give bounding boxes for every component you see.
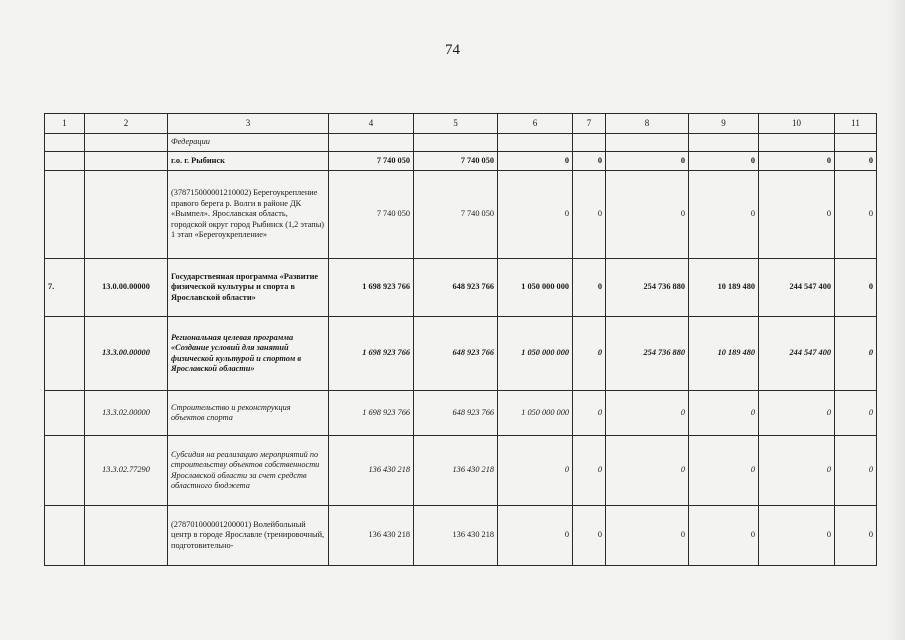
program-code-cell: 13.3.02.77290	[85, 436, 168, 506]
column-6-amount-cell: 0	[498, 171, 573, 259]
column-10-amount-cell: 0	[759, 506, 835, 566]
column-9-amount-cell: 0	[689, 152, 759, 171]
column-8-amount-cell: 0	[606, 436, 689, 506]
total-amount-cell: 7 740 050	[329, 171, 414, 259]
column-header: 8	[606, 114, 689, 134]
column-7-amount-cell: 0	[573, 152, 606, 171]
row-index-cell	[45, 436, 85, 506]
column-header: 9	[689, 114, 759, 134]
column-10-amount-cell: 244 547 400	[759, 317, 835, 391]
column-7-amount-cell: 0	[573, 436, 606, 506]
column-5-amount-cell: 648 923 766	[414, 259, 498, 317]
program-code-cell	[85, 134, 168, 152]
column-7-amount-cell: 0	[573, 171, 606, 259]
column-8-amount-cell: 0	[606, 171, 689, 259]
column-5-amount-cell: 648 923 766	[414, 391, 498, 436]
table-row	[45, 317, 877, 391]
row-index-cell	[45, 506, 85, 566]
column-8-amount-cell: 0	[606, 506, 689, 566]
column-10-amount-cell: 0	[759, 152, 835, 171]
column-9-amount-cell: 0	[689, 436, 759, 506]
column-11-amount-cell: 0	[835, 171, 877, 259]
column-8-amount-cell: 0	[606, 391, 689, 436]
table-row	[45, 134, 877, 152]
program-name-cell: Федерации	[168, 134, 329, 152]
table-row	[45, 506, 877, 566]
column-6-amount-cell: 0	[498, 152, 573, 171]
column-header: 2	[85, 114, 168, 134]
table-row	[45, 436, 877, 506]
column-7-amount-cell: 0	[573, 391, 606, 436]
column-6-amount-cell	[498, 134, 573, 152]
column-9-amount-cell: 0	[689, 391, 759, 436]
column-7-amount-cell	[573, 134, 606, 152]
column-8-amount-cell: 254 736 880	[606, 317, 689, 391]
row-index-cell	[45, 391, 85, 436]
column-9-amount-cell: 0	[689, 171, 759, 259]
budget-table	[44, 113, 877, 566]
column-header: 10	[759, 114, 835, 134]
column-10-amount-cell: 0	[759, 391, 835, 436]
table-row	[45, 171, 877, 259]
table-row	[45, 391, 877, 436]
table-row	[45, 152, 877, 171]
column-11-amount-cell: 0	[835, 317, 877, 391]
column-header: 7	[573, 114, 606, 134]
program-code-cell	[85, 506, 168, 566]
column-6-amount-cell: 1 050 000 000	[498, 259, 573, 317]
table-header-row	[45, 114, 877, 134]
column-header: 5	[414, 114, 498, 134]
total-amount-cell: 1 698 923 766	[329, 391, 414, 436]
column-5-amount-cell: 7 740 050	[414, 152, 498, 171]
row-index-cell	[45, 134, 85, 152]
column-6-amount-cell: 0	[498, 436, 573, 506]
program-code-cell	[85, 171, 168, 259]
row-index-cell	[45, 152, 85, 171]
total-amount-cell: 1 698 923 766	[329, 259, 414, 317]
row-index-cell: 7.	[45, 259, 85, 317]
program-name-cell: Строительство и реконструкция объектов спорта	[168, 391, 329, 436]
column-8-amount-cell	[606, 134, 689, 152]
page-number: 74	[445, 42, 460, 58]
column-9-amount-cell	[689, 134, 759, 152]
total-amount-cell	[329, 134, 414, 152]
column-5-amount-cell: 7 740 050	[414, 171, 498, 259]
column-6-amount-cell: 1 050 000 000	[498, 317, 573, 391]
column-7-amount-cell: 0	[573, 506, 606, 566]
column-10-amount-cell: 0	[759, 436, 835, 506]
program-code-cell: 13.0.00.00000	[85, 259, 168, 317]
column-11-amount-cell: 0	[835, 506, 877, 566]
column-11-amount-cell	[835, 134, 877, 152]
total-amount-cell: 136 430 218	[329, 436, 414, 506]
column-6-amount-cell: 1 050 000 000	[498, 391, 573, 436]
column-11-amount-cell: 0	[835, 259, 877, 317]
program-code-cell: 13.3.00.00000	[85, 317, 168, 391]
column-11-amount-cell: 0	[835, 152, 877, 171]
scan-edge-shadow	[887, 0, 905, 640]
column-header: 11	[835, 114, 877, 134]
column-11-amount-cell: 0	[835, 436, 877, 506]
column-5-amount-cell: 648 923 766	[414, 317, 498, 391]
column-8-amount-cell: 254 736 880	[606, 259, 689, 317]
program-name-cell: (378715000001210002) Берегоукрепление правого берега р. Волги в районе ДК «Вымпел». Ярославская область, городской округ город Рыбинск (1,2 этапы) 1 этап «Берегоукрепление»	[168, 171, 329, 259]
column-header: 4	[329, 114, 414, 134]
column-header: 6	[498, 114, 573, 134]
column-11-amount-cell: 0	[835, 391, 877, 436]
column-6-amount-cell: 0	[498, 506, 573, 566]
program-name-cell: Региональная целевая программа «Создание условий для занятий физической культурой и спортом в Ярославской области»	[168, 317, 329, 391]
program-name-cell: Государственная программа «Развитие физической культуры и спорта в Ярославской области»	[168, 259, 329, 317]
column-header: 3	[168, 114, 329, 134]
column-7-amount-cell: 0	[573, 317, 606, 391]
column-5-amount-cell: 136 430 218	[414, 506, 498, 566]
column-header: 1	[45, 114, 85, 134]
total-amount-cell: 1 698 923 766	[329, 317, 414, 391]
program-name-cell: (278701000001200001) Волейбольный центр в городе Ярославле (тренировочный, подготовительно-	[168, 506, 329, 566]
column-10-amount-cell: 244 547 400	[759, 259, 835, 317]
total-amount-cell: 136 430 218	[329, 506, 414, 566]
row-index-cell	[45, 317, 85, 391]
program-code-cell	[85, 152, 168, 171]
table-row	[45, 259, 877, 317]
program-name-cell: Субсидия на реализацию мероприятий по строительству объектов собственности Ярославской области за счет средств областного бюджета	[168, 436, 329, 506]
column-10-amount-cell	[759, 134, 835, 152]
column-9-amount-cell: 10 189 480	[689, 259, 759, 317]
column-9-amount-cell: 10 189 480	[689, 317, 759, 391]
column-7-amount-cell: 0	[573, 259, 606, 317]
column-10-amount-cell: 0	[759, 171, 835, 259]
column-8-amount-cell: 0	[606, 152, 689, 171]
total-amount-cell: 7 740 050	[329, 152, 414, 171]
program-name-cell: г.о. г. Рыбинск	[168, 152, 329, 171]
row-index-cell	[45, 171, 85, 259]
column-5-amount-cell: 136 430 218	[414, 436, 498, 506]
program-code-cell: 13.3.02.00000	[85, 391, 168, 436]
column-5-amount-cell	[414, 134, 498, 152]
column-9-amount-cell: 0	[689, 506, 759, 566]
